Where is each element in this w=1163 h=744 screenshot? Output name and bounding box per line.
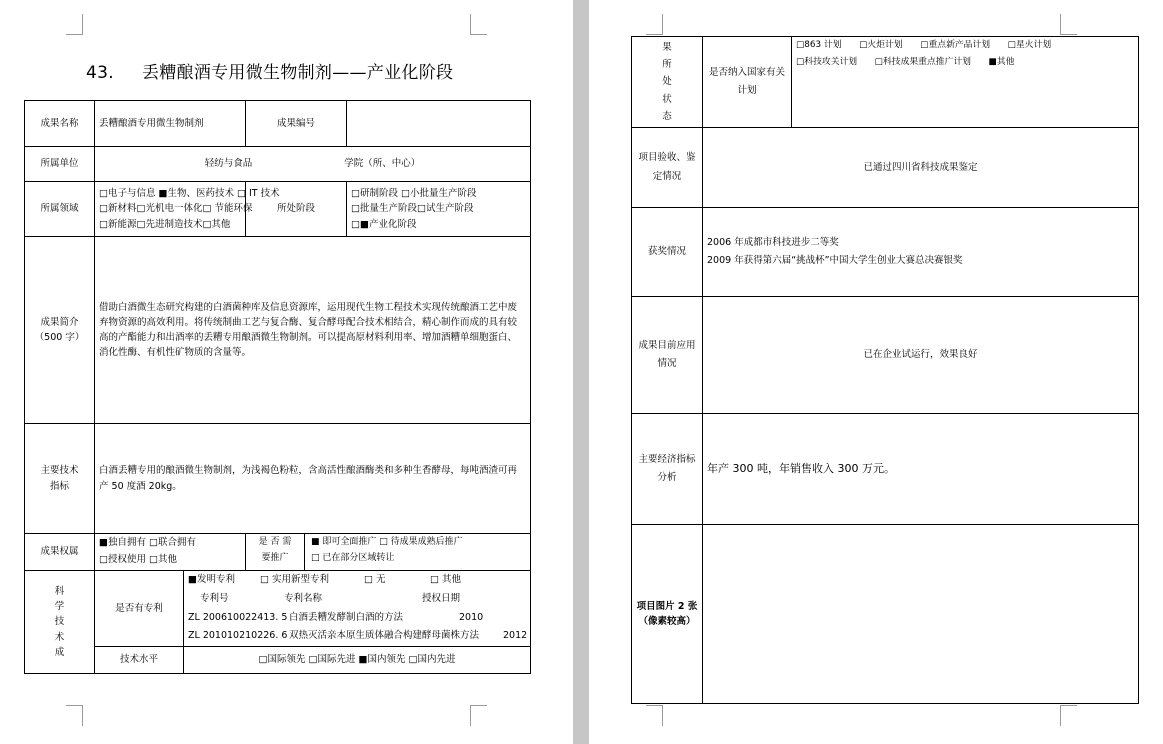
application-label: 成果目前应用情况 [632, 297, 703, 414]
title-text: 丢糟酿酒专用微生物制剂——产业化阶段 [141, 63, 454, 83]
code-label: 成果编号 [246, 101, 347, 147]
plan-line: □863 计划 □火炬计划 □重点新产品计划 □星火计划 [796, 40, 1052, 50]
patent-date: 2012 [503, 630, 528, 642]
document-page-left [0, 0, 573, 744]
patent-label: 是否有专利 [95, 571, 184, 647]
crop-mark [1060, 14, 1077, 35]
vertical-char: 成 [54, 646, 65, 658]
rights-options [95, 534, 246, 571]
unit-suffix: 学院（所、中心） [344, 158, 421, 170]
vertical-char: 术 [54, 631, 65, 643]
crop-mark [470, 14, 487, 35]
level-options: □国际领先 □国际先进 ■国内领先 □国内先进 [184, 647, 531, 674]
row-tech [25, 424, 531, 534]
title-number: 43. [86, 63, 114, 83]
rights-label: 成果权属 [25, 534, 95, 571]
page-gutter [573, 0, 589, 744]
promotion-label [246, 534, 305, 570]
acceptance-label: 项目验收、鉴定情况 [632, 128, 703, 208]
vertical-char: 态 [662, 110, 672, 122]
stage-line: □批量生产阶段□试生产阶段 [351, 203, 474, 215]
images-value [703, 525, 1139, 704]
rights-line: ■独自拥有 □联合拥有 [99, 537, 196, 549]
row-awards [632, 208, 1139, 297]
patent-type: □ 其他 [430, 574, 461, 586]
vertical-char: 技 [54, 616, 65, 628]
unit-label: 所属单位 [25, 147, 95, 182]
achievement-form-table [24, 100, 531, 674]
row-status [632, 37, 1139, 128]
patent-type: □ 实用新型专利 [260, 574, 329, 586]
patent-type: ■发明专利 [188, 574, 235, 586]
vertical-char: 状 [662, 93, 672, 105]
plan-line: □科技攻关计划 □科技成果重点推广计划 ■其他 [796, 57, 1015, 68]
intro-label-line: （500 字） [34, 332, 85, 343]
patent-header: 专利号 [200, 592, 229, 604]
row-name [25, 101, 531, 147]
crop-mark [470, 705, 487, 726]
patent-row [188, 627, 526, 646]
promotion-label-line: 要推广 [261, 552, 289, 563]
patent-type: □ 无 [364, 574, 386, 586]
tech-label [25, 424, 95, 534]
plan-options [792, 37, 1139, 128]
document-page-right [589, 0, 1163, 744]
vertical-char: 所 [662, 59, 672, 71]
unit-value: 轻纺与食品 [204, 158, 253, 170]
field-line: □新材料□光机电一体化□ 节能环保 [99, 203, 253, 215]
promotion-line: □ 已在部分区域转让 [311, 552, 395, 563]
code-value [347, 101, 531, 147]
patent-name: 双热灭活亲本原生质体融合构建酵母菌株方法 [289, 630, 480, 642]
document-title [86, 58, 453, 83]
stage-line: □■产业化阶段 [351, 218, 417, 230]
row-rights [25, 534, 531, 571]
images-label: 项目图片 2 张（像素较高） [632, 525, 703, 704]
patent-details [184, 571, 531, 647]
patent-header: 授权日期 [422, 592, 461, 604]
awards-label: 获奖情况 [632, 208, 703, 297]
promotion-cell [246, 534, 531, 571]
row-acceptance [632, 128, 1139, 208]
vertical-char: 处 [662, 76, 672, 88]
patent-number: ZL 200610022413. 5 [188, 611, 288, 623]
field-options [95, 182, 280, 237]
unit-cell [95, 147, 531, 182]
patent-row [188, 609, 526, 628]
vertical-char: 学 [54, 601, 65, 613]
vertical-char: 果 [662, 42, 672, 54]
field-label: 所属领域 [25, 182, 95, 237]
economics-label: 主要经济指标分析 [632, 414, 703, 525]
stage-options [347, 182, 531, 237]
name-label: 成果名称 [25, 101, 95, 147]
awards-list [703, 208, 1139, 297]
field-line: □电子与信息 ■生物、医药技术 □ IT 技术 [99, 188, 280, 200]
row-level [25, 647, 531, 674]
crop-mark [646, 705, 663, 726]
level-label: 技术水平 [95, 647, 184, 674]
patent-types [188, 571, 526, 590]
achievement-form-table-continued [631, 36, 1139, 704]
row-application [632, 297, 1139, 414]
patent-headers [188, 590, 526, 609]
row-unit [25, 147, 531, 182]
plan-label: 是否纳入国家有关计划 [703, 37, 792, 128]
award-item: 2006 年成都市科技进步二等奖 [707, 237, 839, 249]
crop-mark [66, 14, 83, 35]
rights-line: □授权使用 □其他 [99, 554, 177, 565]
stage-label: 所处阶段 [246, 182, 347, 237]
intro-label-line: 成果简介 [40, 316, 79, 328]
stage-line: □研制阶段 □小批量生产阶段 [351, 188, 477, 200]
crop-mark [66, 705, 83, 726]
tech-text: 白酒丢糟专用的酿酒微生物制剂，为浅褐色粉粒，含高活性酿酒酶类和多种生香酵母，每吨酒渣可再产 50 度酒 20kg。 [95, 424, 531, 534]
economics-value: 年产 300 吨，年销售收入 300 万元。 [703, 414, 1139, 525]
award-item: 2009 年获得第六届“挑战杯”中国大学生创业大赛总决赛银奖 [707, 255, 963, 266]
crop-mark [1060, 705, 1077, 726]
promotion-line: ■ 即可全面推广 □ 待成果成熟后推广 [311, 537, 463, 547]
vertical-char: 科 [54, 586, 65, 598]
application-value: 已在企业试运行，效果良好 [703, 297, 1139, 414]
status-vertical-label [632, 37, 703, 128]
intro-label [25, 237, 95, 424]
row-economics [632, 414, 1139, 525]
promotion-label-line: 是 否 需 [258, 537, 292, 547]
crop-mark [646, 14, 663, 35]
field-line: □新能源□先进制造技术□其他 [99, 218, 231, 230]
row-images [632, 525, 1139, 704]
row-intro [25, 237, 531, 424]
tech-label-line: 指标 [49, 480, 69, 492]
row-patent [25, 571, 531, 647]
name-value: 丢糟酿酒专用微生物制剂 [95, 101, 246, 147]
patent-name: 白酒丢糟发酵制白酒的方法 [289, 611, 404, 623]
promotion-options [305, 534, 463, 570]
tech-label-line: 主要技术 [40, 465, 79, 477]
intro-text: 借助白酒微生态研究构建的白酒菌种库及信息资源库，运用现代生物工程技术实现传统酿酒工艺中废弃物资源的高效利用。将传统制曲工艺与复合酶、复合酵母配合技术相结合，精心制作而成的具有较高的产酯能力和出酒率的丢糟专用酿酒微生物制剂。可以提高原材料利用率、增加酒糟单细胞蛋白、消化性酶、有机性矿物质的含量等。 [95, 237, 531, 424]
science-vertical-label [25, 571, 95, 674]
row-field [25, 182, 531, 237]
patent-number: ZL 201010210226. 6 [188, 630, 288, 642]
patent-header: 专利名称 [284, 592, 323, 604]
acceptance-value: 已通过四川省科技成果鉴定 [703, 128, 1139, 208]
patent-date: 2010 [459, 611, 484, 623]
